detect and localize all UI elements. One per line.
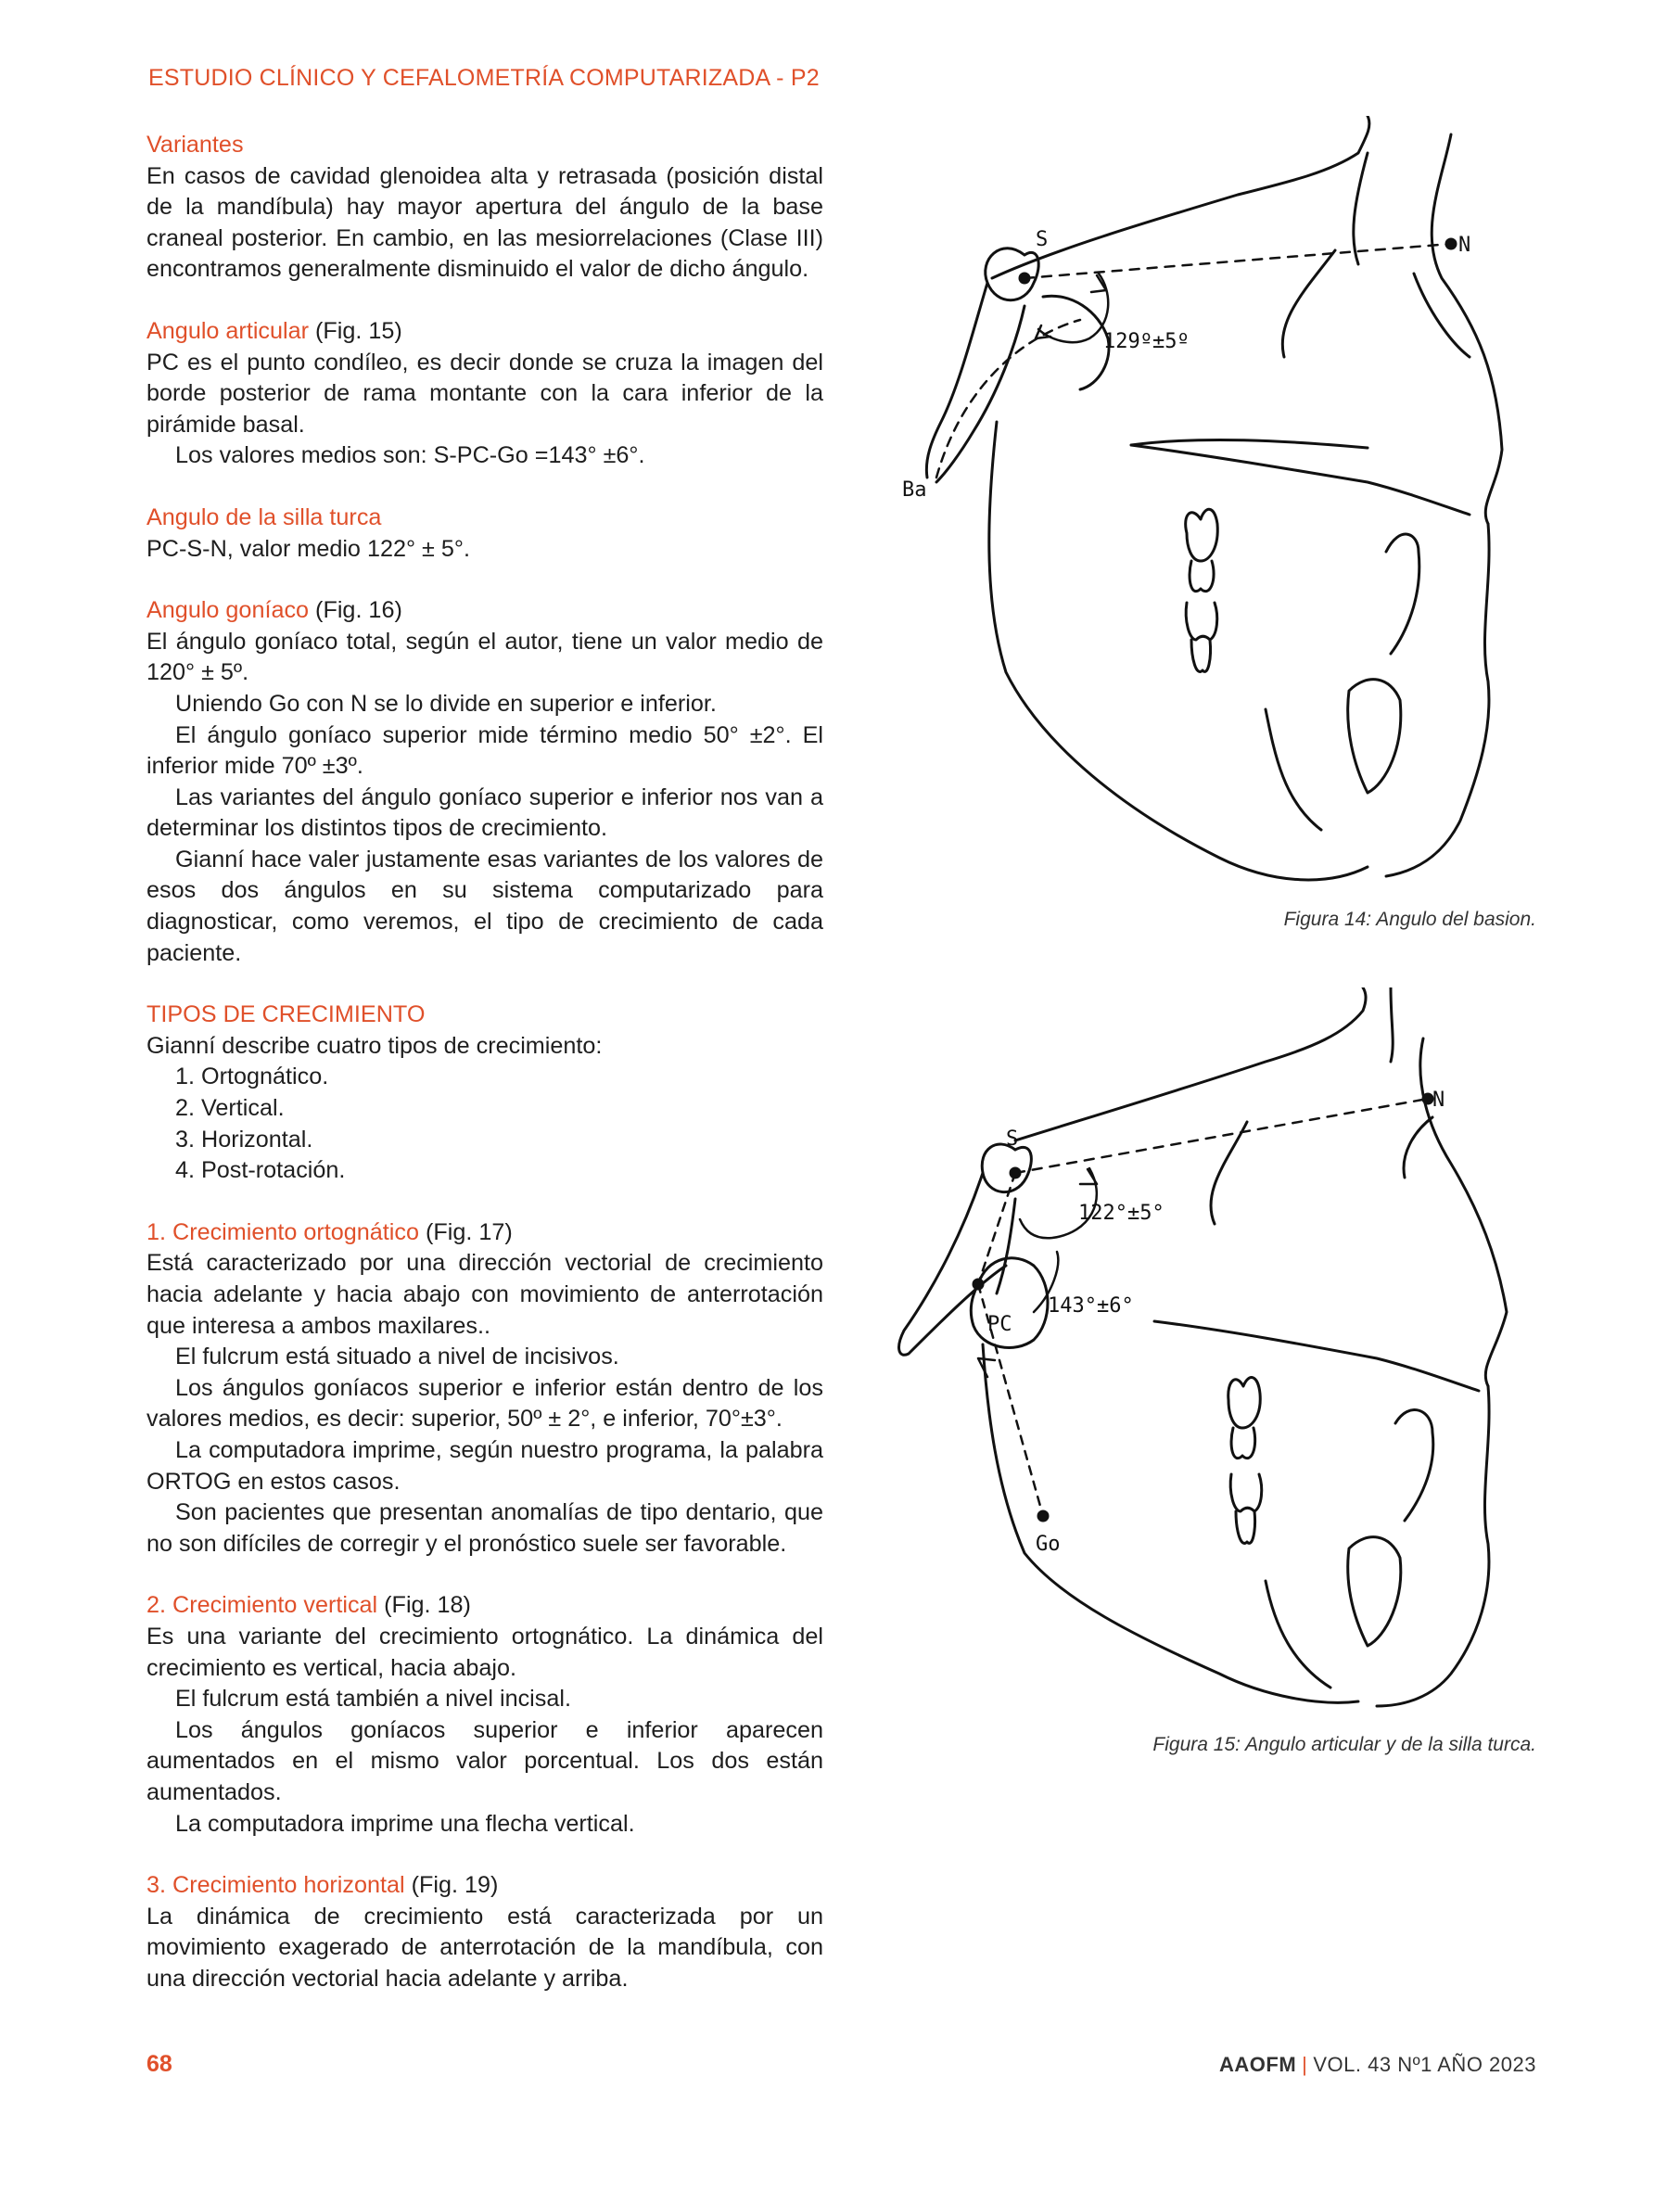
figure-reference: (Fig. 18) [377,1592,471,1619]
section-crecimiento-ortognatico [146,1217,823,1560]
angle-label-sella: 122°±5° [1078,1202,1165,1225]
paragraph: Los ángulos goníacos superior e inferior están dentro de los valores medios, es decir: superior, 50º ± 2°, e inferior, 70°±3°. [146,1374,823,1433]
list-item: 3. Horizontal. [175,1126,313,1153]
figure-reference: (Fig. 16) [309,597,402,624]
section-tipos-crecimiento [146,1000,823,1187]
section-heading: 2. Crecimiento vertical [146,1592,378,1619]
figure-14-caption: Figura 14: Angulo del basion. [1283,909,1536,930]
paragraph: La computadora imprime, según nuestro programa, la palabra ORTOG en estos casos. [146,1436,823,1495]
list-item: 2. Vertical. [175,1095,285,1122]
section-variantes [146,130,823,286]
figure-reference: (Fig. 19) [404,1872,499,1899]
figure-15-caption: Figura 15: Angulo articular y de la silla turca. [1152,1734,1536,1755]
running-header: ESTUDIO CLÍNICO Y CEFALOMETRÍA COMPUTARIZADA - P2 [148,65,820,91]
angle-label-articular: 143°±6° [1048,1294,1134,1318]
paragraph: La dinámica de crecimiento está caracterizada por un movimiento exagerado de anterrotación de la mandíbula, con una dirección vectorial hacia adelante y arriba. [146,1903,823,1992]
paragraph: Son pacientes que presentan anomalías de tipo dentario, que no son difíciles de corregir y el pronóstico suele ser favorable. [146,1499,823,1557]
section-crecimiento-vertical [146,1590,823,1840]
point-label-ba: Ba [902,478,927,502]
paragraph: Los ángulos goníacos superior e inferior aparecen aumentados en el mismo valor porcentual. Los dos están aumentados. [146,1716,823,1805]
section-heading: 1. Crecimiento ortognático [146,1218,419,1245]
paragraph: Los valores medios son: S-PC-Go =143° ±6°. [175,442,645,469]
paragraph: En casos de cavidad glenoidea alta y retrasada (posición distal de la mandíbula) hay mayor apertura del ángulo de la base craneal posterior. En cambio, en las mesiorrelaciones (Clase III) encontramos generalmente disminuido el valor de dicho ángulo. [146,162,823,283]
point-label-n: N [1458,234,1471,257]
paragraph: Es una variante del crecimiento ortognático. La dinámica del crecimiento es vertical, hacia abajo. [146,1623,823,1681]
section-heading: Variantes [146,132,244,158]
journal-name: AAOFM [1219,2053,1297,2076]
paragraph: El fulcrum está situado a nivel de incisivos. [175,1344,619,1370]
paragraph: PC es el punto condíleo, es decir donde se cruza la imagen del borde posterior de rama montante con la cara inferior de la pirámide basal. [146,349,823,438]
paragraph: La computadora imprime una flecha vertical. [175,1810,635,1837]
paragraph: El ángulo goníaco total, según el autor, tiene un valor medio de 120° ± 5º. [146,628,823,686]
figure-14-cephalometric-tracing [885,116,1534,885]
point-label-go: Go [1036,1533,1061,1556]
figure-reference: (Fig. 17) [419,1218,513,1245]
figure-reference: (Fig. 15) [309,317,402,344]
section-angulo-articular [146,316,823,472]
page-number: 68 [146,2051,172,2077]
main-text-column [146,130,823,1994]
angle-label: 129º±5º [1103,330,1190,353]
paragraph: Está caracterizado por una dirección vectorial de crecimiento hacia adelante y hacia abajo con movimiento de anterrotación que interesa a ambos maxilares.. [146,1250,823,1339]
point-label-s: S [1036,228,1049,251]
section-heading: Angulo de la silla turca [146,503,382,530]
section-heading: Angulo articular [146,317,310,344]
section-angulo-goniaco [146,595,823,969]
section-heading: TIPOS DE CRECIMIENTO [146,1001,426,1028]
section-heading: Angulo goníaco [146,597,310,624]
figure-15-cephalometric-tracing [876,987,1525,1711]
paragraph: PC-S-N, valor medio 122° ± 5°. [146,535,470,562]
paragraph: Gianní hace valer justamente esas variantes de los valores de esos dos ángulos en su sistema computarizado para diagnosticar, como veremos, el tipo de crecimiento de cada paciente. [146,846,823,966]
paragraph: Las variantes del ángulo goníaco superior e inferior nos van a determinar los distintos tipos de crecimiento. [146,783,823,842]
list-item: 1. Ortognático. [175,1064,329,1090]
list-item: 4. Post-rotación. [175,1157,346,1184]
paragraph: Uniendo Go con N se lo divide en superior e inferior. [175,690,717,717]
section-angulo-silla-turca [146,503,823,565]
section-crecimiento-horizontal [146,1870,823,1994]
paragraph: El fulcrum está también a nivel incisal. [175,1686,571,1713]
footer-separator: | [1302,2053,1308,2076]
paragraph: Gianní describe cuatro tipos de crecimiento: [146,1032,603,1059]
section-heading: 3. Crecimiento horizontal [146,1872,405,1899]
journal-footer [1219,2053,1536,2077]
paragraph: El ángulo goníaco superior mide término medio 50° ±2°. El inferior mide 70º ±3º. [146,721,823,780]
journal-issue: VOL. 43 Nº1 AÑO 2023 [1313,2053,1536,2076]
point-label-pc: PC [987,1313,1012,1336]
point-label-s: S [1006,1127,1019,1151]
point-label-n: N [1432,1089,1445,1112]
